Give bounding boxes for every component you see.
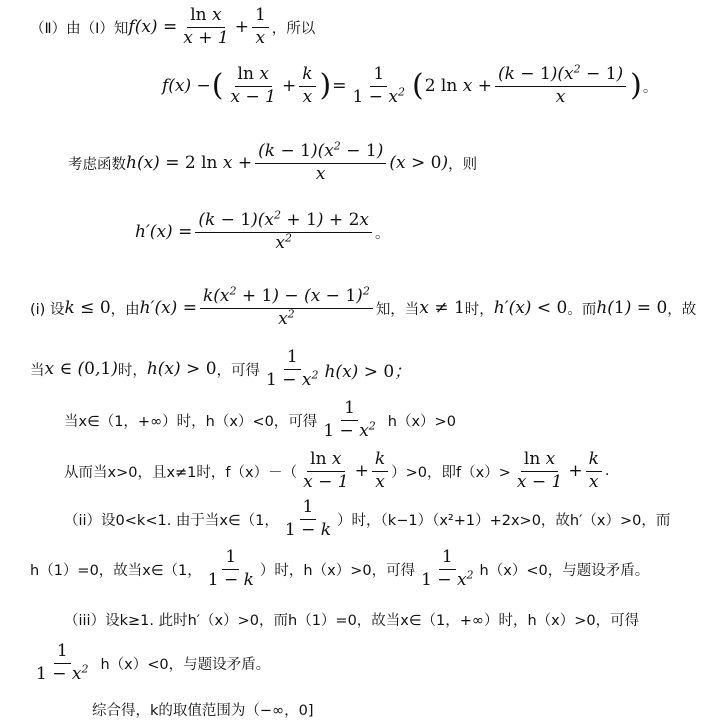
line-3-prefix: 考虑函数 bbox=[68, 156, 126, 173]
line-5: (i) 设 k ≤ 0 ，由 h′(x) = $\frac{k(x^2 + 1) - (x - 1)^2}{x^2}$ 知，当 x ≠ 1 时， h′(x) < 0 。而 h(1) = 0 ，故 bbox=[30, 284, 697, 329]
line-4: h′(x) = $\frac{(k - 1)(x^2 + 1) + 2x}{x^2}$ 。 bbox=[135, 208, 390, 253]
line-2: f(x) − ( $\frac{\text{ln x}}{x - 1}$ + $\frac{k}{x}$ ) = $\frac{1}{1 - x^2}$ ( 2 ln x + $\frac{(k - 1)(x^2 - 1)}{x}$ ) 。 bbox=[162, 62, 658, 107]
line-3-suffix: ，则 bbox=[448, 156, 478, 173]
line-3: 考虑函数 h(x) = 2 ln x + $\frac{(k - 1)(x^2 - 1)}{x}$ (x > 0) ，则 bbox=[68, 139, 478, 184]
line-1-prefix: （Ⅱ）由（Ⅰ）知 bbox=[30, 20, 129, 37]
line-5-prefix: (i) 设 bbox=[30, 301, 65, 318]
line-13: 综合得，k的取值范围为（−∞，0] bbox=[92, 702, 314, 719]
line-12: $\frac{1}{1 - x^2}$ h（x）<0，与题设矛盾。 bbox=[36, 640, 271, 684]
line-11: （iii）设k≥1. 此时h′（x）>0，而h（1）=0，故当x∈（1，+∞）时，h（x）>0，可得 bbox=[64, 612, 640, 629]
line-7: 当x∈（1，+∞）时，h（x）<0，可得 $\frac{1}{1 - x^2}$ h（x）>0 bbox=[64, 397, 456, 441]
line-6: 当 x ∈ (0,1) 时， h(x) > 0 ，可得 $\frac{1}{1 - x^2}$ h(x) > 0； bbox=[30, 346, 412, 390]
line-1: （Ⅱ）由（Ⅰ）知 f(x) = $\frac{\text{ln x}}{x + 1}$ + $\frac{1}{x}$ ，所以 bbox=[30, 4, 316, 48]
line-9: （ii）设0<k<1. 由于当x∈（1， $\frac{1}{1 - k}$ ）时，（k−1）（x²+1）+2x>0，故h′（x）>0，而 bbox=[64, 496, 671, 540]
line-10: h（1）=0，故当x∈（1， $\frac{1}{1 - k}$ ）时，h（x）>0，可得 $\frac{1}{1 - x^2}$ h（x）<0，与题设矛盾。 bbox=[30, 546, 650, 590]
formula-f: f(x) = bbox=[128, 17, 178, 37]
line-1-suffix: ，所以 bbox=[271, 20, 316, 37]
line-8: 从而当x>0，且x≠1时，f（x）－（ $\frac{\text{ln x}}{x - 1}$ + $\frac{k}{x}$ ）>0，即f（x）> $\frac{\text{ln x}}{x - 1}$ + $\frac{k}{x}$ . bbox=[64, 448, 610, 492]
